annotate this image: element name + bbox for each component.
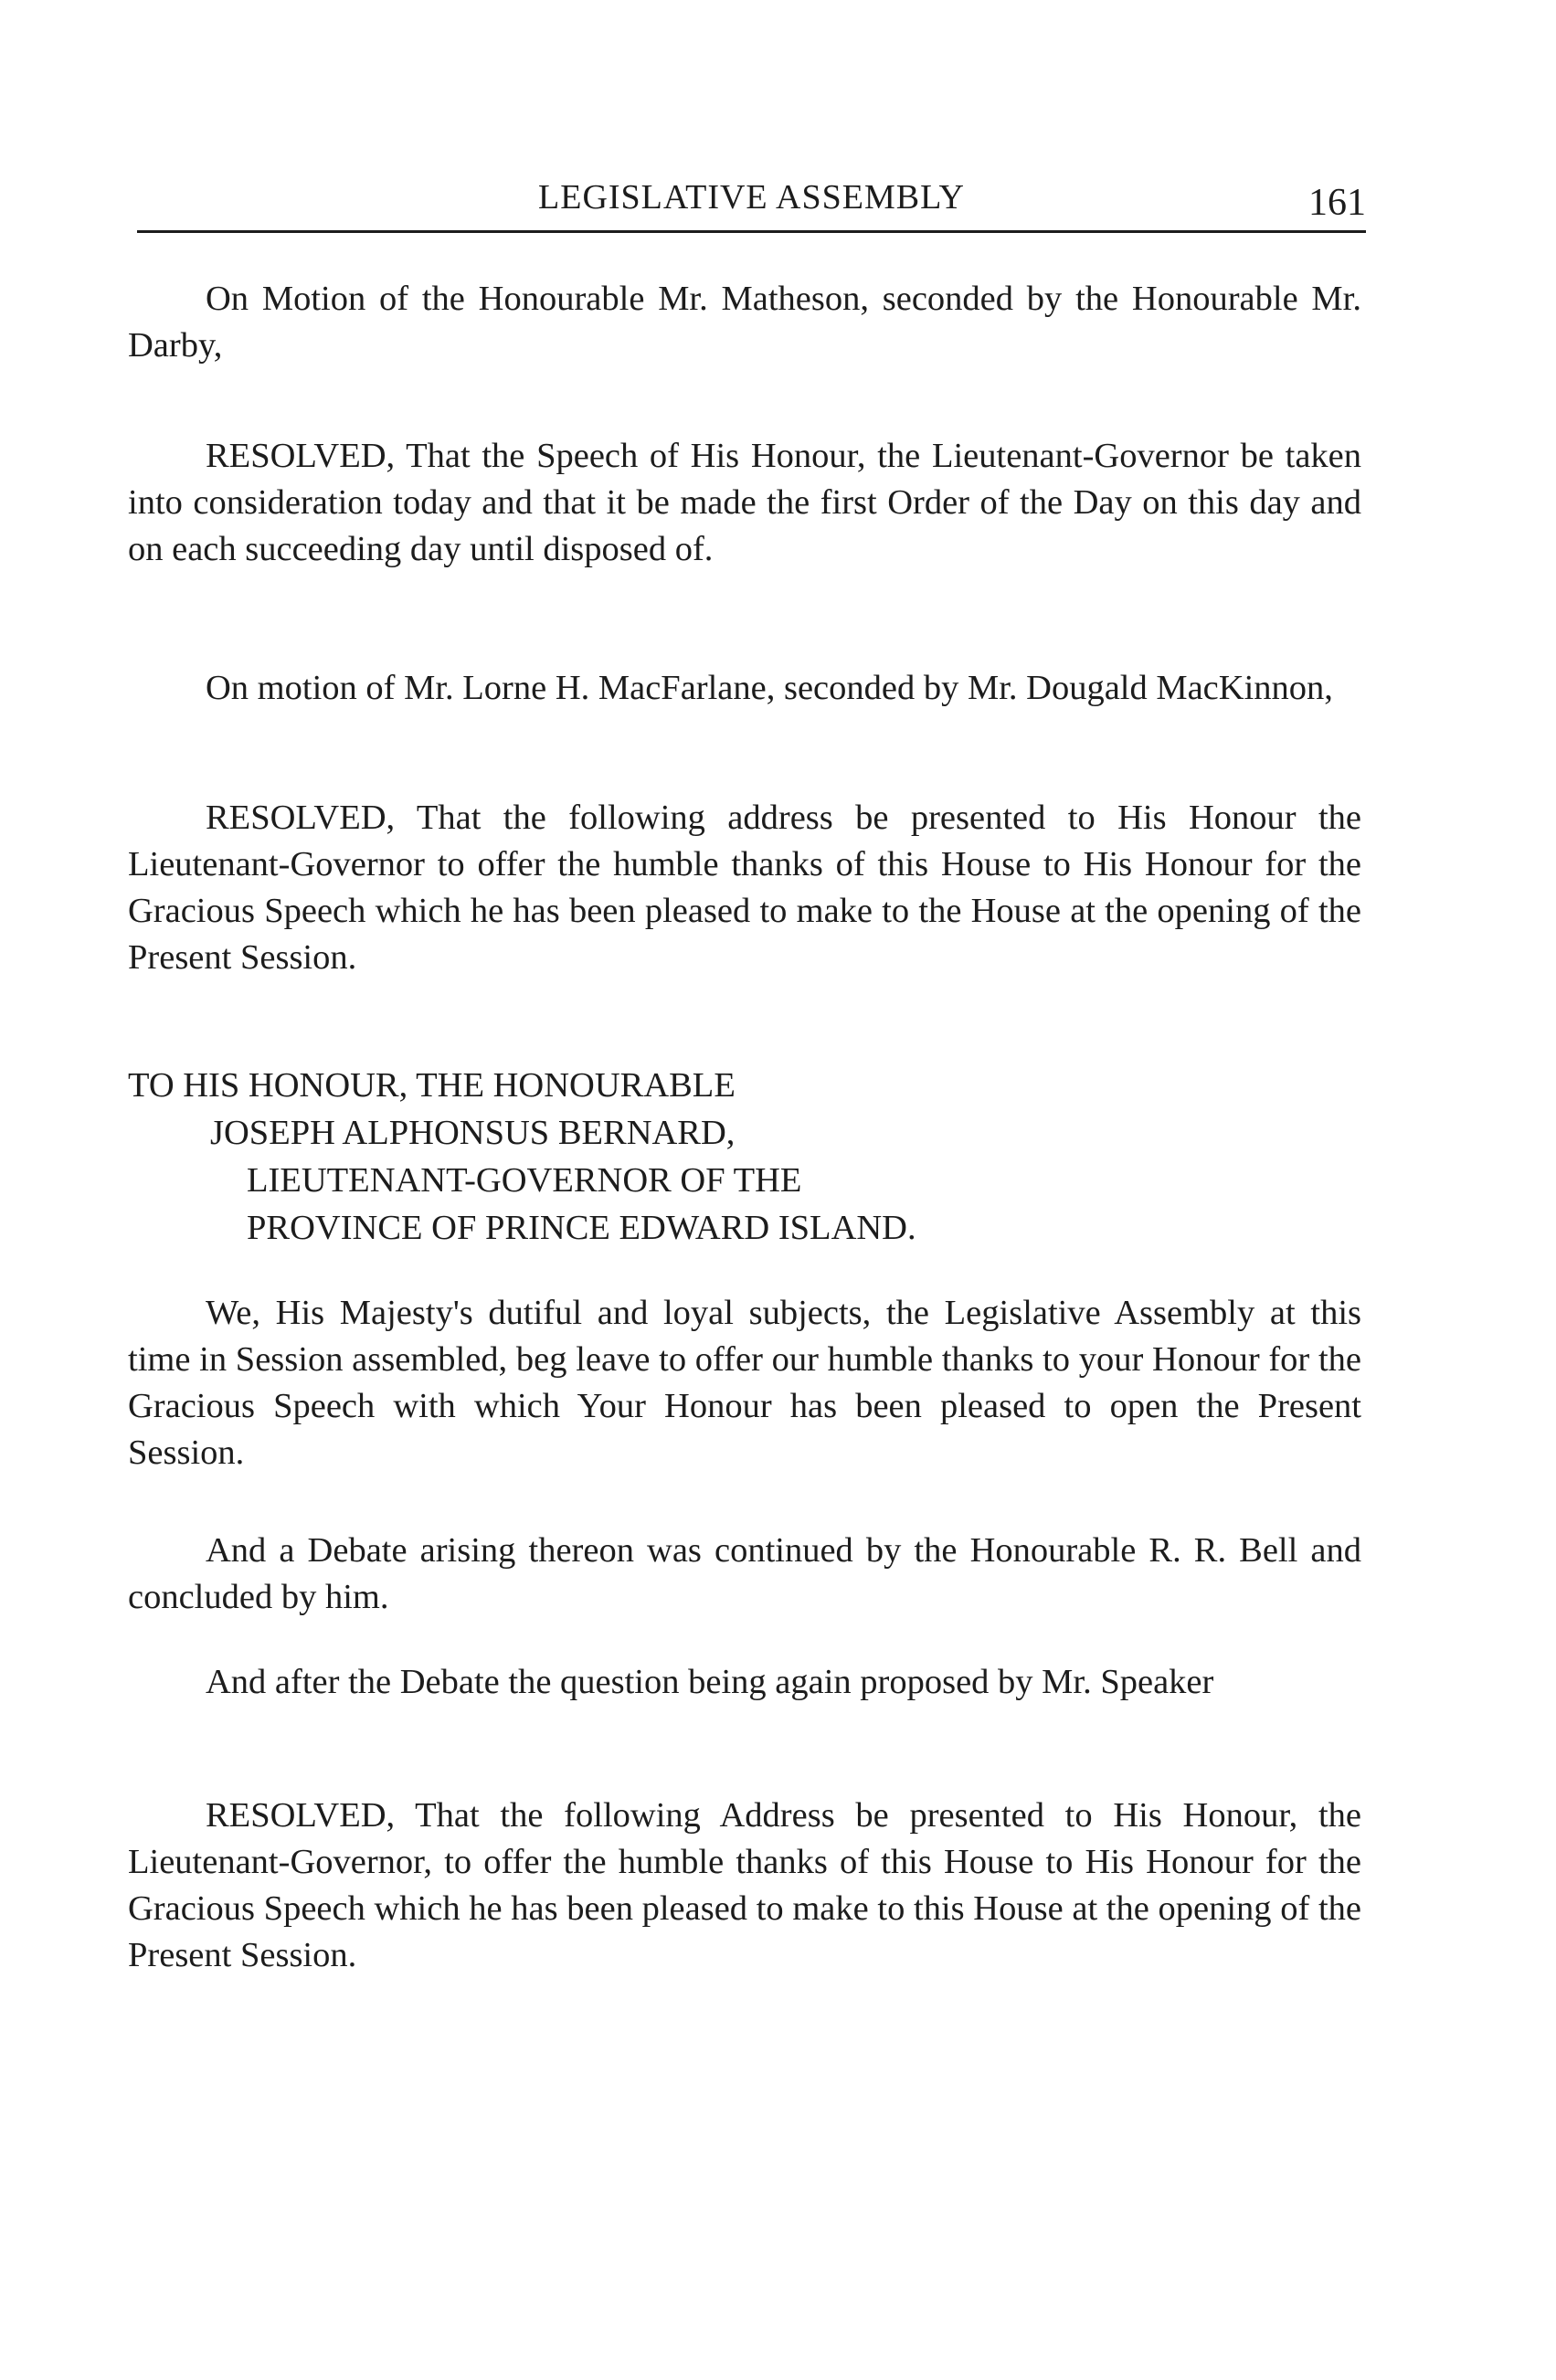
page-number: 161 [1308,182,1366,224]
header-rule [137,230,1366,233]
resolved-paragraph-2: RESOLVED, That the following address be presented to His Honour the Lieutenant-Governor to offer the humble thanks of this House to His Honour for the Gracious Speech which he has been pleased to make to the House at the opening of the Present Session. [128,799,1361,977]
motion-paragraph-2: On motion of Mr. Lorne H. MacFarlane, seconded by Mr. Dougald MacKinnon, [206,669,1333,707]
question-paragraph: And after the Debate the question being again proposed by Mr. Speaker [206,1663,1214,1701]
resolved-paragraph-3: RESOLVED, That the following Address be presented to His Honour, the Lieutenant-Governor, to offer the humble thanks of this House to His Honour for the Gracious Speech which he has been pleased to make to this House at the opening of the Present Session. [128,1796,1361,1974]
address-heading-line: PROVINCE OF PRINCE EDWARD ISLAND. [247,1209,916,1247]
page-header [137,172,1366,236]
address-heading [128,1062,1361,1252]
motion-paragraph-1: On Motion of the Honourable Mr. Matheson, seconded by the Honourable Mr. Darby, [128,280,1361,365]
address-heading-line: LIEUTENANT-GOVERNOR OF THE [247,1161,802,1200]
address-heading-line: JOSEPH ALPHONSUS BERNARD, [210,1114,736,1152]
debate-paragraph: And a Debate arising thereon was continued by the Honourable R. R. Bell and concluded by him. [128,1531,1361,1616]
resolved-paragraph-1: RESOLVED, That the Speech of His Honour, the Lieutenant-Governor be taken into consideration today and that it be made the first Order of the Day on this day and on each succeeding day until disposed of. [128,437,1361,568]
running-title: LEGISLATIVE ASSEMBLY [538,178,965,217]
address-heading-line: TO HIS HONOUR, THE HONOURABLE [128,1066,736,1105]
address-body-paragraph: We, His Majesty's dutiful and loyal subjects, the Legislative Assembly at this time in Session assembled, beg leave to offer our humble thanks to your Honour for the Gracious Speech with which Your Honour has been pleased to open the Present Session. [128,1294,1361,1472]
